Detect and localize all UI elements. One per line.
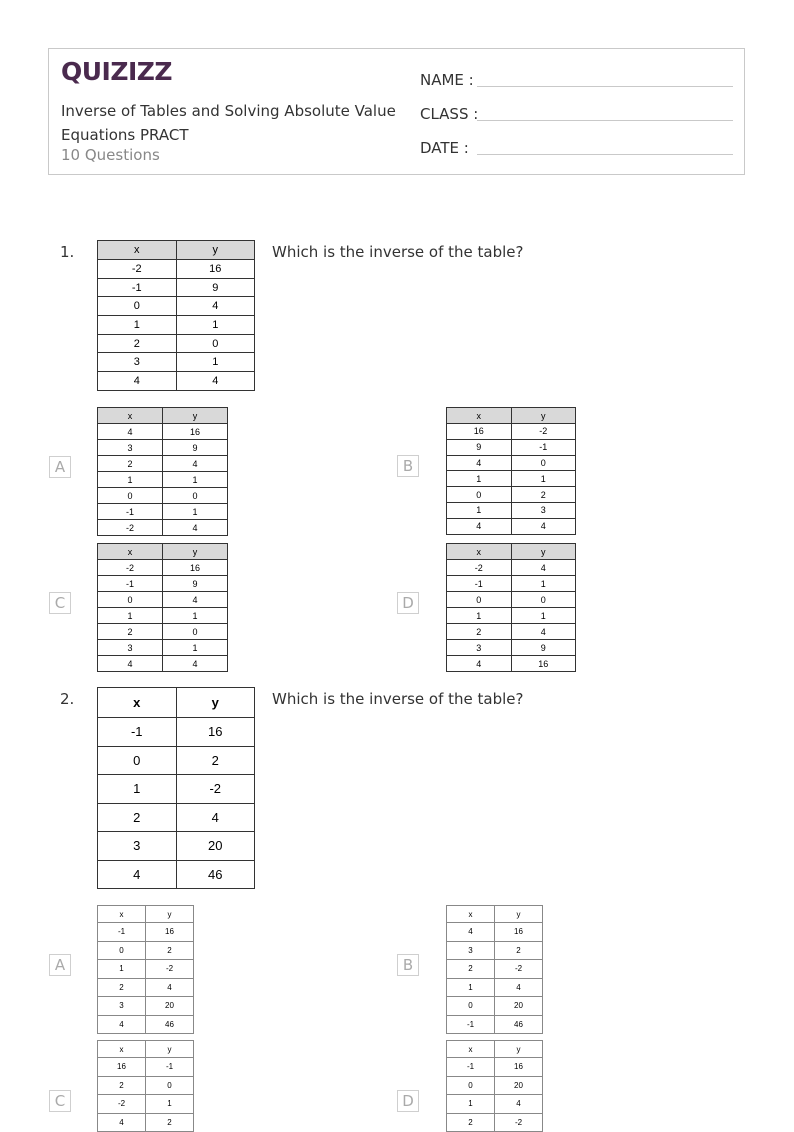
x-cell: -2: [98, 260, 177, 279]
x-cell: -1: [98, 718, 177, 747]
table-row: [98, 592, 228, 608]
y-cell: 9: [176, 278, 255, 297]
x-cell: 2: [98, 978, 146, 997]
table-row: [447, 502, 576, 518]
table-row: [447, 608, 576, 624]
table-row: [98, 456, 228, 472]
table-row: [98, 775, 255, 804]
x-cell: -1: [98, 576, 163, 592]
x-cell: -2: [98, 560, 163, 576]
q2-option-c-table: [97, 1040, 194, 1132]
y-cell: 16: [511, 656, 576, 672]
y-cell: -2: [511, 424, 576, 440]
x-cell: 4: [447, 518, 512, 534]
date-label: DATE :: [420, 139, 469, 157]
y-cell: 4: [176, 372, 255, 391]
q2-option-c-letter[interactable]: C: [49, 1090, 71, 1112]
table-row: [98, 656, 228, 672]
y-cell: 2: [146, 941, 194, 960]
table-row: [447, 424, 576, 440]
y-cell: 16: [163, 560, 228, 576]
x-cell: -2: [98, 520, 163, 536]
table-header-row: [98, 688, 255, 718]
x-cell: 3: [98, 440, 163, 456]
y-cell: 4: [511, 518, 576, 534]
table-row: [98, 520, 228, 536]
table-row: [447, 439, 576, 455]
table-row: [98, 372, 255, 391]
class-field[interactable]: [420, 101, 479, 123]
x-cell: 4: [447, 656, 512, 672]
q1-main-table: [97, 240, 255, 391]
y-cell: 2: [511, 487, 576, 503]
y-cell: 3: [511, 502, 576, 518]
y-cell: 4: [163, 456, 228, 472]
table-row: [98, 960, 194, 979]
column-header-y: y: [511, 408, 576, 424]
y-cell: 1: [511, 608, 576, 624]
table-header-row: [447, 408, 576, 424]
y-cell: 0: [146, 1076, 194, 1095]
y-cell: 1: [176, 353, 255, 372]
y-cell: 20: [495, 997, 543, 1016]
table-row: [98, 278, 255, 297]
y-cell: 2: [176, 746, 255, 775]
y-cell: 16: [163, 424, 228, 440]
table-row: [98, 488, 228, 504]
table-header-row: [447, 544, 576, 560]
y-cell: 0: [511, 455, 576, 471]
x-cell: 3: [98, 353, 177, 372]
q2-option-d-letter[interactable]: D: [397, 1090, 419, 1112]
x-cell: 2: [98, 1076, 146, 1095]
table-row: [98, 472, 228, 488]
column-header-x: x: [98, 544, 163, 560]
y-cell: 0: [163, 624, 228, 640]
column-header-y: y: [511, 544, 576, 560]
table-row: [447, 487, 576, 503]
y-cell: 0: [176, 334, 255, 353]
x-cell: -1: [447, 1015, 495, 1034]
q2-option-b-table: [446, 905, 543, 1034]
table-row: [98, 560, 228, 576]
x-cell: 4: [98, 372, 177, 391]
y-cell: 9: [511, 640, 576, 656]
question-2-number: 2.: [60, 690, 75, 708]
y-cell: 2: [495, 941, 543, 960]
x-cell: 4: [98, 424, 163, 440]
question-2-text: Which is the inverse of the table?: [272, 690, 524, 708]
y-cell: -2: [495, 960, 543, 979]
table-row: [447, 960, 543, 979]
q1-option-b-letter[interactable]: B: [397, 455, 419, 477]
y-cell: -2: [176, 775, 255, 804]
q1-option-d-table: [446, 543, 576, 672]
table-row: [98, 978, 194, 997]
x-cell: 2: [447, 1113, 495, 1132]
table-header-row: [98, 1041, 194, 1058]
y-cell: 1: [163, 472, 228, 488]
table-row: [98, 923, 194, 942]
x-cell: 1: [447, 978, 495, 997]
q1-option-d-letter[interactable]: D: [397, 592, 419, 614]
table-row: [447, 576, 576, 592]
x-cell: 2: [98, 803, 177, 832]
name-label: NAME :: [420, 71, 474, 89]
table-row: [447, 941, 543, 960]
table-row: [98, 504, 228, 520]
y-cell: 4: [495, 978, 543, 997]
y-cell: 4: [495, 1095, 543, 1114]
date-field[interactable]: [420, 135, 476, 157]
x-cell: -2: [98, 1095, 146, 1114]
table-row: [447, 1113, 543, 1132]
column-header-x: x: [447, 906, 495, 923]
x-cell: 2: [447, 624, 512, 640]
table-row: [447, 471, 576, 487]
x-cell: -1: [98, 923, 146, 942]
x-cell: 0: [447, 487, 512, 503]
table-row: [447, 640, 576, 656]
table-row: [98, 997, 194, 1016]
table-row: [98, 640, 228, 656]
table-row: [447, 560, 576, 576]
column-header-y: y: [146, 1041, 194, 1058]
x-cell: 4: [98, 860, 177, 889]
x-cell: 0: [447, 997, 495, 1016]
y-cell: 46: [176, 860, 255, 889]
column-header-x: x: [447, 1041, 495, 1058]
name-field[interactable]: [420, 67, 476, 89]
table-row: [447, 1058, 543, 1077]
q1-option-a-table: [97, 407, 228, 536]
table-row: [98, 576, 228, 592]
table-row: [98, 1076, 194, 1095]
column-header-y: y: [163, 408, 228, 424]
x-cell: 0: [98, 941, 146, 960]
table-row: [447, 1076, 543, 1095]
table-row: [98, 297, 255, 316]
y-cell: 1: [146, 1095, 194, 1114]
y-cell: 1: [163, 608, 228, 624]
date-line: [477, 154, 733, 155]
y-cell: 4: [163, 520, 228, 536]
x-cell: 4: [98, 1015, 146, 1034]
x-cell: 1: [98, 316, 177, 335]
x-cell: 0: [447, 592, 512, 608]
table-header-row: [98, 544, 228, 560]
question-1-number: 1.: [60, 243, 75, 261]
y-cell: 9: [163, 440, 228, 456]
table-row: [98, 746, 255, 775]
worksheet-header: [48, 48, 745, 175]
x-cell: 2: [98, 624, 163, 640]
table-row: [98, 440, 228, 456]
y-cell: -1: [146, 1058, 194, 1077]
table-row: [98, 424, 228, 440]
y-cell: 1: [163, 640, 228, 656]
q1-option-a-letter[interactable]: A: [49, 456, 71, 478]
x-cell: 1: [98, 608, 163, 624]
column-header-y: y: [146, 906, 194, 923]
y-cell: 1: [176, 316, 255, 335]
worksheet-title: Inverse of Tables and Solving Absolute Value Equations PRACT: [61, 102, 396, 144]
x-cell: 9: [447, 439, 512, 455]
table-row: [98, 1058, 194, 1077]
y-cell: 0: [511, 592, 576, 608]
x-cell: 3: [98, 832, 177, 861]
y-cell: 20: [495, 1076, 543, 1095]
table-row: [98, 624, 228, 640]
quizizz-logo: QUIZIZZ: [61, 57, 173, 86]
y-cell: 4: [163, 656, 228, 672]
column-header-x: x: [98, 906, 146, 923]
x-cell: 16: [447, 424, 512, 440]
x-cell: 1: [447, 608, 512, 624]
table-row: [98, 1095, 194, 1114]
table-row: [447, 1095, 543, 1114]
x-cell: 1: [98, 960, 146, 979]
x-cell: 0: [98, 592, 163, 608]
table-row: [98, 718, 255, 747]
y-cell: 4: [176, 297, 255, 316]
table-row: [98, 334, 255, 353]
question-1-text: Which is the inverse of the table?: [272, 243, 524, 261]
q1-option-c-table: [97, 543, 228, 672]
table-row: [98, 1113, 194, 1132]
table-row: [98, 860, 255, 889]
column-header-y: y: [176, 688, 255, 718]
x-cell: 4: [98, 656, 163, 672]
q2-option-a-letter[interactable]: A: [49, 954, 71, 976]
x-cell: -1: [98, 278, 177, 297]
table-header-row: [447, 906, 543, 923]
table-row: [447, 624, 576, 640]
y-cell: 4: [511, 560, 576, 576]
table-row: [447, 923, 543, 942]
table-row: [447, 592, 576, 608]
y-cell: 1: [163, 504, 228, 520]
x-cell: 1: [447, 1095, 495, 1114]
y-cell: 16: [176, 718, 255, 747]
y-cell: 20: [146, 997, 194, 1016]
x-cell: 3: [98, 997, 146, 1016]
x-cell: 2: [98, 456, 163, 472]
x-cell: 3: [98, 640, 163, 656]
column-header-x: x: [447, 408, 512, 424]
table-row: [447, 455, 576, 471]
y-cell: 1: [511, 576, 576, 592]
column-header-y: y: [495, 906, 543, 923]
table-row: [98, 803, 255, 832]
x-cell: 0: [98, 746, 177, 775]
table-row: [98, 353, 255, 372]
x-cell: 4: [447, 455, 512, 471]
table-row: [98, 608, 228, 624]
table-row: [98, 941, 194, 960]
name-line: [477, 86, 733, 87]
table-header-row: [447, 1041, 543, 1058]
q1-option-c-letter[interactable]: C: [49, 592, 71, 614]
q2-option-b-letter[interactable]: B: [397, 954, 419, 976]
x-cell: -2: [447, 560, 512, 576]
column-header-y: y: [163, 544, 228, 560]
q2-main-table: [97, 687, 255, 889]
y-cell: -1: [511, 439, 576, 455]
x-cell: 1: [447, 502, 512, 518]
column-header-y: y: [176, 241, 255, 260]
table-row: [98, 260, 255, 279]
y-cell: 46: [495, 1015, 543, 1034]
table-row: [98, 832, 255, 861]
x-cell: 4: [447, 923, 495, 942]
y-cell: 9: [163, 576, 228, 592]
x-cell: 2: [447, 960, 495, 979]
x-cell: 1: [447, 471, 512, 487]
x-cell: -1: [447, 576, 512, 592]
x-cell: 2: [98, 334, 177, 353]
table-row: [447, 978, 543, 997]
x-cell: 1: [98, 472, 163, 488]
column-header-x: x: [98, 688, 177, 718]
x-cell: 0: [447, 1076, 495, 1095]
y-cell: 16: [146, 923, 194, 942]
column-header-y: y: [495, 1041, 543, 1058]
class-label: CLASS :: [420, 105, 479, 123]
y-cell: 4: [176, 803, 255, 832]
y-cell: 4: [163, 592, 228, 608]
q2-option-d-table: [446, 1040, 543, 1132]
column-header-x: x: [98, 241, 177, 260]
table-header-row: [98, 241, 255, 260]
table-row: [98, 316, 255, 335]
y-cell: 2: [146, 1113, 194, 1132]
x-cell: 1: [98, 775, 177, 804]
y-cell: 4: [146, 978, 194, 997]
y-cell: 1: [511, 471, 576, 487]
table-row: [447, 997, 543, 1016]
y-cell: 16: [176, 260, 255, 279]
y-cell: 20: [176, 832, 255, 861]
x-cell: 3: [447, 640, 512, 656]
table-header-row: [98, 408, 228, 424]
class-line: [477, 120, 733, 121]
y-cell: 46: [146, 1015, 194, 1034]
x-cell: 4: [98, 1113, 146, 1132]
y-cell: -2: [146, 960, 194, 979]
x-cell: 16: [98, 1058, 146, 1077]
x-cell: 0: [98, 297, 177, 316]
x-cell: -1: [98, 504, 163, 520]
table-row: [447, 1015, 543, 1034]
table-header-row: [98, 906, 194, 923]
table-row: [447, 656, 576, 672]
table-row: [447, 518, 576, 534]
q2-option-a-table: [97, 905, 194, 1034]
column-header-x: x: [98, 408, 163, 424]
column-header-x: x: [447, 544, 512, 560]
column-header-x: x: [98, 1041, 146, 1058]
x-cell: -1: [447, 1058, 495, 1077]
y-cell: 16: [495, 923, 543, 942]
y-cell: 4: [511, 624, 576, 640]
table-row: [98, 1015, 194, 1034]
y-cell: -2: [495, 1113, 543, 1132]
y-cell: 0: [163, 488, 228, 504]
y-cell: 16: [495, 1058, 543, 1077]
x-cell: 0: [98, 488, 163, 504]
question-count: 10 Questions: [61, 146, 160, 164]
q1-option-b-table: [446, 407, 576, 535]
x-cell: 3: [447, 941, 495, 960]
